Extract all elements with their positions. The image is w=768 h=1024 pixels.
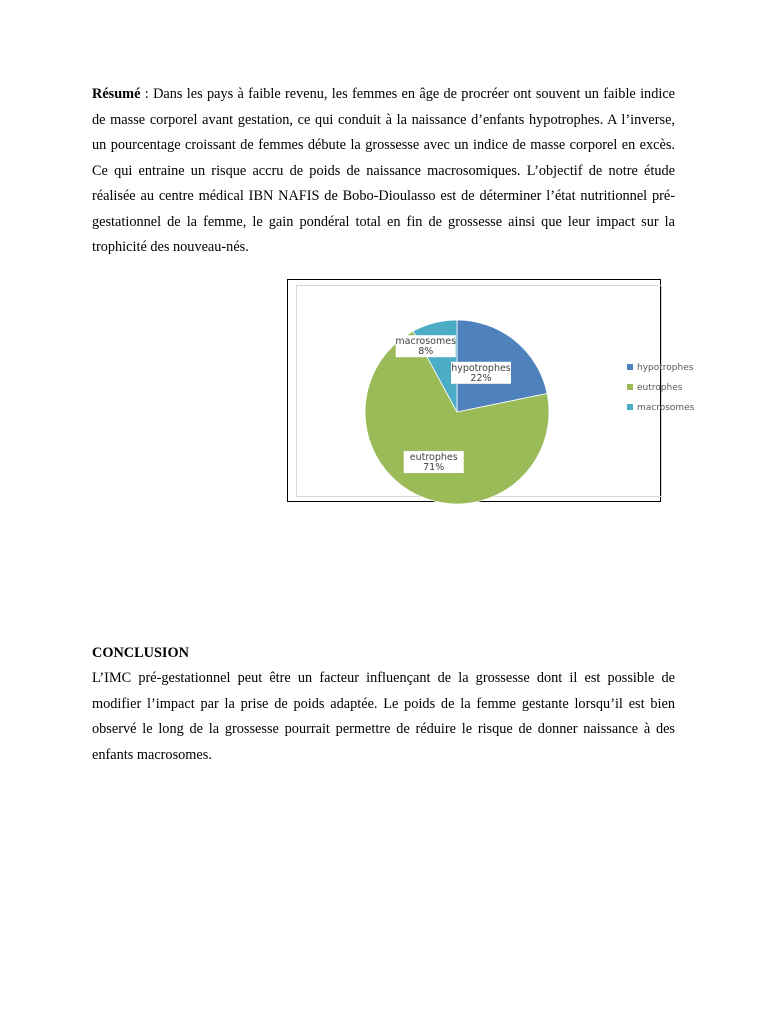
data-label-percent: 8% [418,346,434,358]
legend-swatch [627,364,633,370]
legend-label: hypotrophes [637,363,694,373]
legend-swatch [627,404,633,410]
legend-item-eutrophes [627,383,683,393]
legend-item-macrosomes [627,403,695,413]
resume-separator: : [140,86,154,102]
data-label-macrosomes [395,335,456,357]
resume-text: Dans les pays à faible revenu, les femmes en âge de procréer ont souvent un faible indice de masse corporel avant gestation, ce qui conduit à la naissance d’enfants hypotrophes. A l’inverse, un pourcentage croissant de femmes débute la grossesse avec un indice de masse corporel en excès. Ce qui entraine un risque accru de poids de naissance macrosomiques. L’objectif de notre étude réalisée au centre médical IBN NAFIS de Bobo-Dioulasso est de déterminer l’état nutritionnel pré-gestationnel de la femme, le gain pondéral total en fin de grossesse ainsi que leur impact sur la trophicité des nouveau-nés. [92,86,676,255]
legend-swatch [627,384,633,390]
pie-chart [297,286,695,498]
legend-item-hypotrophes [627,363,694,373]
data-label-eutrophes [404,451,464,473]
legend-label: eutrophes [637,383,683,393]
data-label-percent: 71% [423,462,445,474]
data-label-name: hypotrophes [451,362,511,374]
data-label-name: macrosomes [395,336,457,348]
chart-area [296,285,695,497]
conclusion-paragraph: L’IMC pré-gestationnel peut être un facteur influençant de la grossesse dont il est possible de modifier l’impact par la prise de poids adaptée. Le poids de la femme gestante lorsqu’il est bien observé le long de la grossesse pourrait permettre de réduire le risque de donner naissance à des enfants macrosomes. [92,670,675,763]
resume-paragraph [92,82,675,261]
chart-frame [287,279,695,502]
data-label-percent: 22% [470,372,492,384]
conclusion-heading: CONCLUSION [92,645,189,661]
resume-label: Résumé [92,86,141,102]
data-label-name: eutrophes [409,452,458,464]
data-label-hypotrophes [451,362,511,384]
legend-label: macrosomes [637,403,695,413]
